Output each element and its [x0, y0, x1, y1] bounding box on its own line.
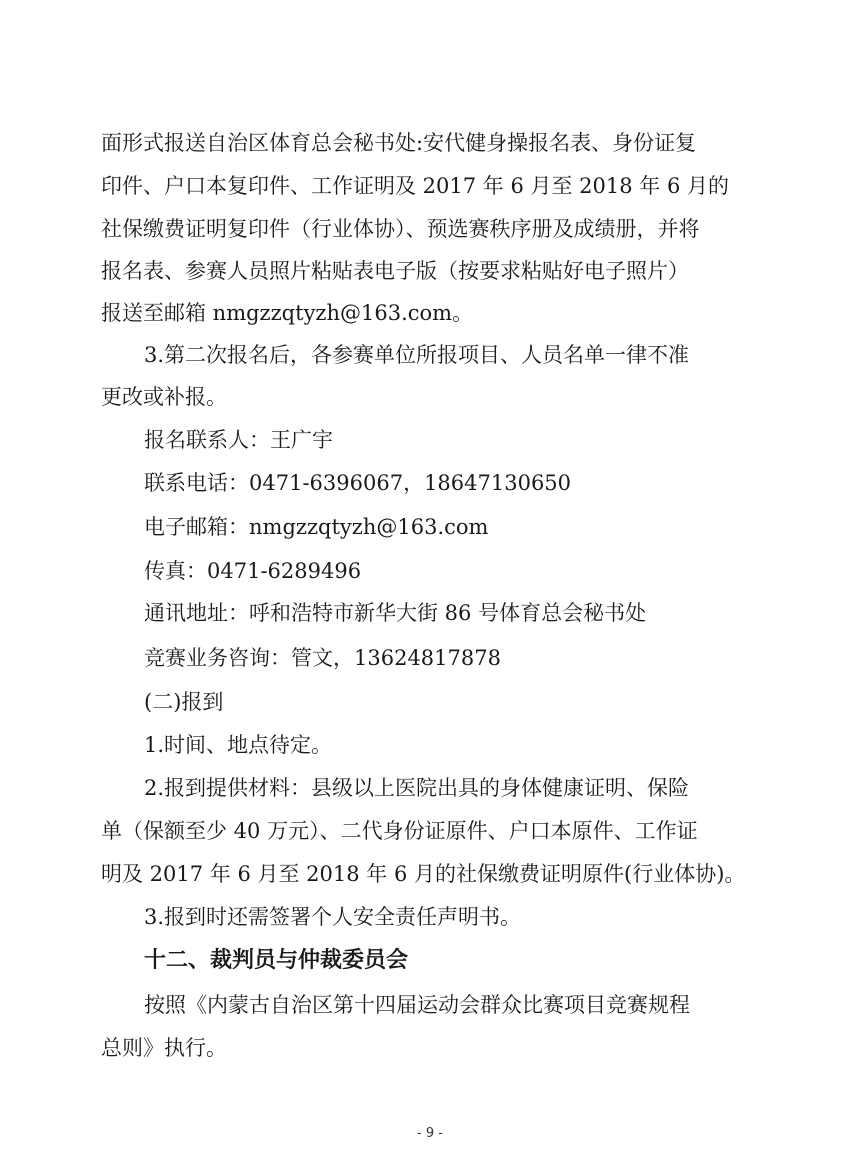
section-12-body-line: 按照《内蒙古自治区第十四届运动会群众比赛项目竞赛规程 [144, 993, 690, 1017]
contact-person: 报名联系人：王广宇 [144, 428, 333, 452]
paragraph-line: 报送至邮箱 nmgzzqtyzh@163.com。 [101, 301, 474, 325]
contact-consult: 竞赛业务咨询：管文，13624817878 [144, 646, 501, 670]
contact-fax: 传真：0471-6289496 [144, 559, 362, 583]
contact-phone: 联系电话：0471-6396067，18647130650 [144, 471, 572, 495]
paragraph-line: 社保缴费证明复印件（行业体协）、预选赛秩序册及成绩册，并将 [101, 217, 700, 241]
paragraph-line: 3.第二次报名后，各参赛单位所报项目、人员名单一律不准 [144, 343, 690, 367]
paragraph-line: 报名表、参赛人员照片粘贴表电子版（按要求粘贴好电子照片） [101, 259, 689, 283]
report-item-2-line: 明及 2017 年 6 月至 2018 年 6 月的社保缴费证明原件(行业体协)。 [101, 862, 746, 886]
page-number: - 9 - [417, 1126, 443, 1141]
paragraph-line: 印件、户口本复印件、工作证明及 2017 年 6 月至 2018 年 6 月的 [101, 174, 730, 198]
section-report-title: (二)报到 [144, 690, 224, 714]
report-item-3: 3.报到时还需签署个人安全责任声明书。 [144, 905, 522, 929]
report-item-1: 1.时间、地点待定。 [144, 733, 333, 757]
section-12-body-line: 总则》执行。 [101, 1036, 227, 1060]
contact-email: 电子邮箱：nmgzzqtyzh@163.com [144, 515, 489, 539]
report-item-2-line: 2.报到提供材料：县级以上医院出具的身体健康证明、保险 [144, 776, 690, 800]
report-item-2-line: 单（保额至少 40 万元）、二代身份证原件、户口本原件、工作证 [101, 819, 698, 843]
paragraph-line: 面形式报送自治区体育总会秘书处:安代健身操报名表、身份证复 [101, 131, 697, 155]
section-12-heading: 十二、裁判员与仲裁委员会 [144, 948, 409, 973]
paragraph-line: 更改或补报。 [101, 385, 227, 409]
contact-address: 通讯地址：呼和浩特市新华大街 86 号体育总会秘书处 [144, 601, 647, 625]
